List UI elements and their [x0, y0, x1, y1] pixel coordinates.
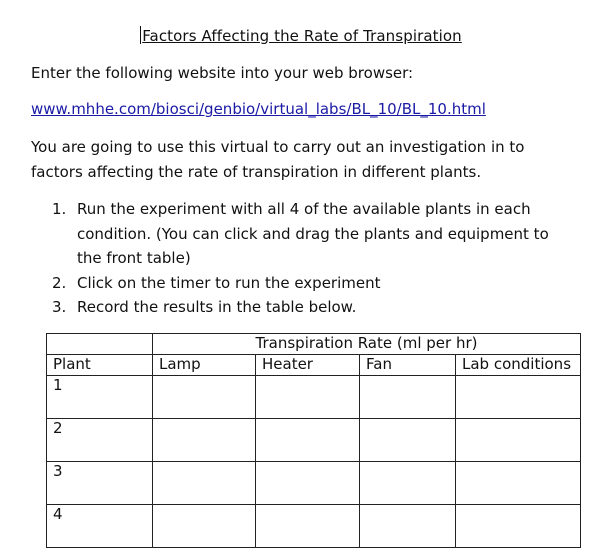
step-text: Click on the timer to run the experiment: [77, 273, 381, 292]
column-header-lamp: Lamp: [153, 355, 256, 376]
lamp-cell[interactable]: [153, 505, 256, 548]
table-row: [47, 419, 581, 462]
results-table: [46, 333, 581, 548]
lab-conditions-cell[interactable]: [456, 419, 581, 462]
step-text: Record the results in the table below.: [77, 298, 357, 316]
heater-cell[interactable]: [256, 462, 360, 505]
lamp-cell[interactable]: [153, 462, 256, 505]
table-super-header-row: [47, 334, 581, 355]
document-title: [0, 26, 602, 45]
fan-cell[interactable]: [360, 462, 456, 505]
fan-cell[interactable]: [360, 419, 456, 462]
plant-cell: 3: [47, 462, 153, 505]
column-header-heater: Heater: [256, 355, 360, 376]
plant-cell: 2: [47, 419, 153, 462]
table-header-row: [47, 355, 581, 376]
step-number: 2.: [52, 273, 67, 292]
lamp-cell[interactable]: [153, 376, 256, 419]
instruction-text: Enter the following website into your web browser:: [31, 64, 414, 82]
heater-cell[interactable]: [256, 419, 360, 462]
table-row: [47, 462, 581, 505]
heater-cell[interactable]: [256, 505, 360, 548]
table-row: [47, 376, 581, 419]
fan-cell[interactable]: [360, 505, 456, 548]
step-item: [52, 271, 572, 296]
fan-cell[interactable]: [360, 376, 456, 419]
step-item: [52, 295, 572, 320]
table-row: [47, 505, 581, 548]
intro-paragraph: You are going to use this virtual to carry out an investigation in to factors affecting the rate of transpiration in different plants.: [31, 138, 525, 181]
lab-conditions-cell[interactable]: [456, 505, 581, 548]
column-header-fan: Fan: [360, 355, 456, 376]
column-header-plant: Plant: [47, 355, 153, 376]
document-title-text: Factors Affecting the Rate of Transpiration: [142, 27, 462, 45]
lab-conditions-cell[interactable]: [456, 462, 581, 505]
steps-list: [52, 197, 572, 320]
plant-cell: 4: [47, 505, 153, 548]
step-number: 1.: [52, 200, 67, 218]
step-number: 3.: [52, 298, 67, 316]
lab-conditions-cell[interactable]: [456, 376, 581, 419]
step-text: Run the experiment with all 4 of the available plants in each condition. (You can click and drag the plants and equipment to the front table): [77, 200, 549, 267]
heater-cell[interactable]: [256, 376, 360, 419]
column-header-lab-conditions: Lab conditions: [456, 355, 581, 376]
table-cell: [47, 334, 153, 355]
lamp-cell[interactable]: [153, 419, 256, 462]
transpiration-rate-header: Transpiration Rate (ml per hr): [153, 334, 581, 355]
step-item: [52, 197, 572, 271]
website-link[interactable]: www.mhhe.com/biosci/genbio/virtual_labs/BL_10/BL_10.html: [31, 100, 486, 118]
plant-cell: 1: [47, 376, 153, 419]
